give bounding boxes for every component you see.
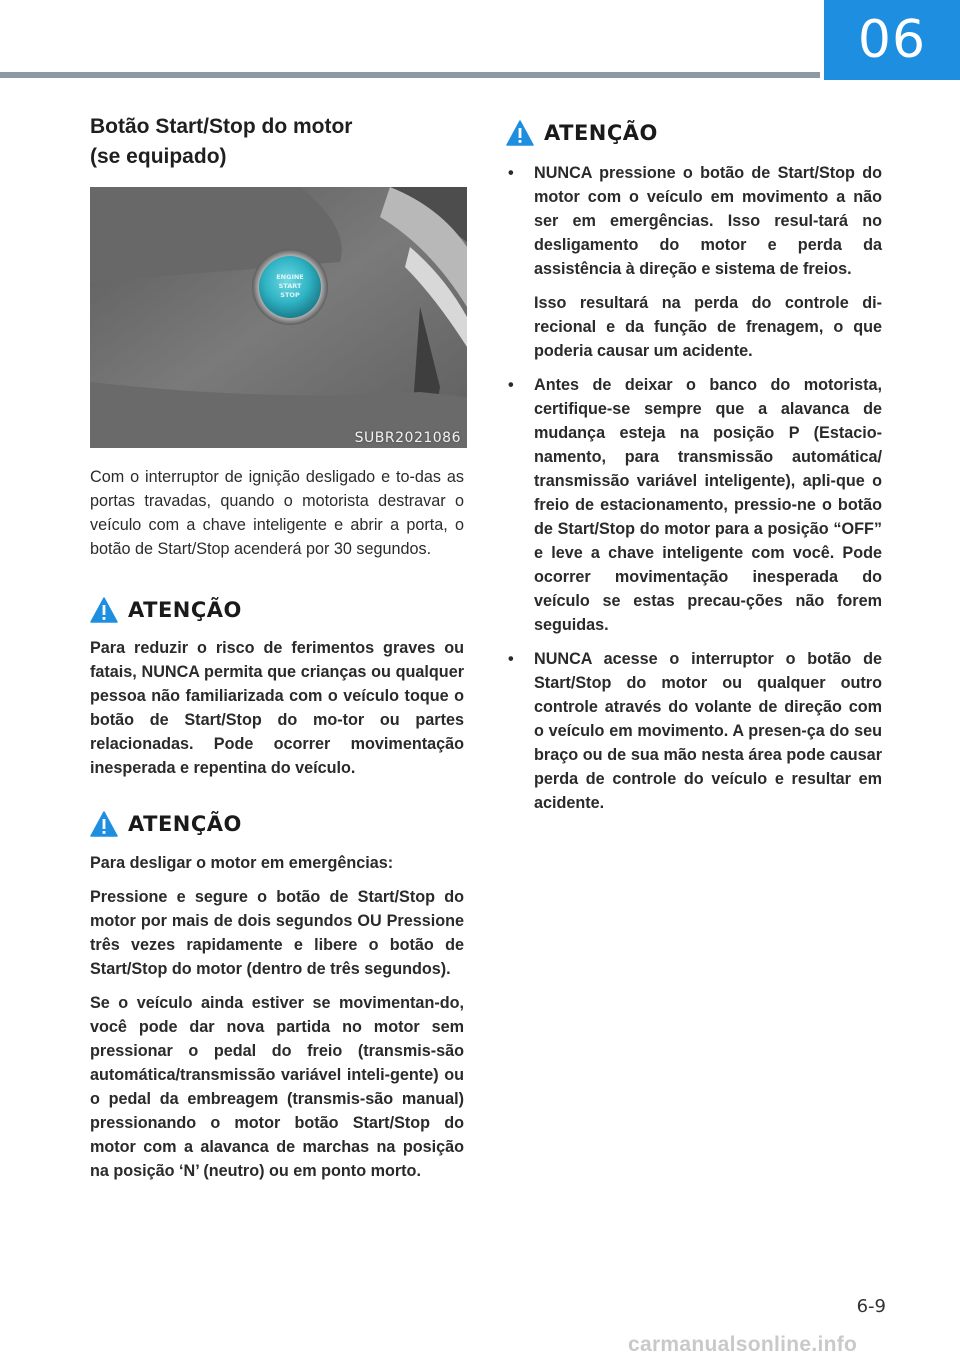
list-item [506,161,882,363]
bullet: • [508,376,514,394]
warning-header-3 [506,120,658,146]
button-text-2: START [278,282,302,290]
list-item [506,373,882,637]
list-item [506,647,882,815]
chapter-tab [824,0,960,80]
warning-list [506,161,882,815]
warning-text: Para reduzir o risco de ferimentos graves ou fatais, NUNCA permita que crianças ou qualquer pessoa não familiarizada com o veículo toque o botão de Start/Stop do mo-tor ou partes relacionadas. Pode ocorrer movimentação inesperada e repentina do veículo. [90,639,464,777]
button-text-3: STOP [280,291,300,299]
list-item-extra: Isso resultará na perda do controle di-recional e da função de frenagem, o que poderia causar um acidente. [534,294,882,360]
chapter-number: 06 [857,10,927,70]
warning-triangle-icon [90,811,118,837]
warning-paragraph: Se o veículo ainda estiver se movimentan-do, você pode dar nova partida no motor sem pressionar o pedal do freio (transmis-são automática/transmissão variável inteli-gente) ou o pedal da embreagem (transmis-são manual) pressionando o motor botão Start/Stop do motor com a alavanca de marchas na posição na posição ‘N’ (neutro) ou em ponto morto. [90,994,464,1180]
warning-label: ATENÇÃO [544,121,658,145]
warning-label: ATENÇÃO [128,598,242,622]
figure-code: SUBR2021086 [354,430,461,446]
watermark: carmanualsonline.info [628,1333,858,1356]
dashboard-illustration [90,187,467,448]
warning-label: ATENÇÃO [128,812,242,836]
warning-triangle-icon [90,597,118,623]
bullet: • [508,650,514,668]
section-title-line2: (se equipado) [90,145,227,168]
list-item-text: NUNCA acesse o interruptor o botão de Start/Stop do motor ou qualquer outro controle através do volante de direção com o veículo em movimento. A presen-ça do seu braço ou de sua mão nesta área pode causar perda de controle do veículo e resultar em acidente. [534,650,882,812]
bullet: • [508,164,514,182]
warning-triangle-icon [506,120,534,146]
list-item-text: Antes de deixar o banco do motorista, certifique-se sempre que a alavanca de mudança esteja na posição P (Estacio-namento, para transmissão automática/ transmissão variável inteligente), apli-que o freio de estacionamento, pressio-ne o botão de Start/Stop do motor para a posição “OFF” e leve a chave inteligente com você. Pode ocorrer movimentação inesperada do veículo se estas precau-ções não forem seguidas. [534,376,882,634]
warning-body-2 [90,851,464,1193]
start-stop-button-photo [90,187,467,448]
section-title [90,112,464,172]
list-item-text: NUNCA pressione o botão de Start/Stop do motor com o veículo em movimento a não ser em emergências. Isso resul-tará no desligamento do motor e perda da assistência à direção e sistema de freios. [534,164,882,278]
button-text-1: ENGINE [276,273,304,281]
intro-paragraph: Com o interruptor de ignição desligado e to-das as portas travadas, quando o motorista destravar o veículo com a chave inteligente e abrir a porta, o botão de Start/Stop acenderá por 30 segundos. [90,468,464,558]
warning-body-1 [90,636,464,790]
warning-paragraph: Pressione e segure o botão de Start/Stop do motor por mais de dois segundos OU Pressione três vezes rapidamente e libere o botão de Start/Stop do motor (dentro de três segundos). [90,888,464,978]
warning-paragraph: Para desligar o motor em emergências: [90,854,394,872]
warning-body-3 [506,161,882,825]
warning-header-2 [90,811,242,837]
header-rule [0,72,820,78]
page-number: 6-9 [856,1296,886,1317]
section-title-line1: Botão Start/Stop do motor [90,115,353,138]
warning-header-1 [90,597,242,623]
